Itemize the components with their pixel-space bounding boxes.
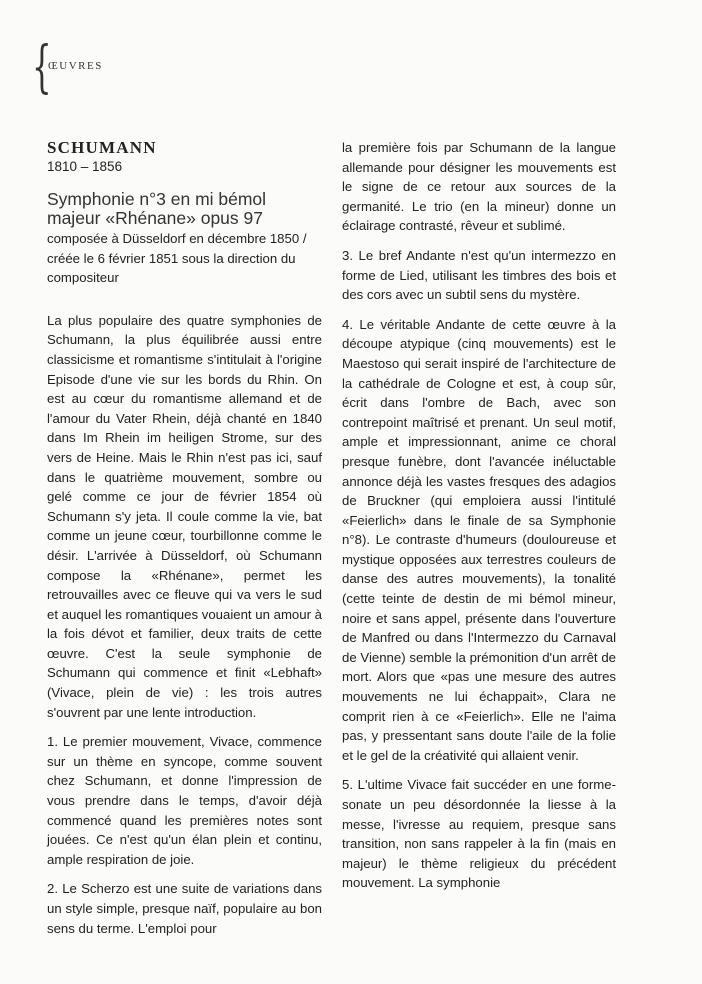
intro-paragraph: La plus populaire des quatre symphonies de Schumann, la plus équilibrée aussi entre classicisme et romantisme s'intitulait à l'origine Episode d'une vie sur les bords du Rhin. On est au cœur du romantisme allemand et de l'amour du Vater Rhein, déjà chanté en 1840 dans Im Rhein im heiligen Strome, sur des vers de Heine. Mais le Rhin n'est pas ici, sauf dans le quatrième mouvement, sombre ou gelé comme ce jour de février 1854 où Schumann s'y jeta. Il coule comme la vie, bat comme un jeune cœur, tourbillonne comme le désir. L'arrivée à Düsseldorf, où Schumann compose la «Rhénane», permet les retrouvailles avec ce fleuve qui va vers le sud et auquel les romantiques vouaient un amour à la fois dévot et familier, deux traits de cette œuvre. C'est la seule symphonie de Schumann qui commence et finit «Lebhaft» (Vivace, plein de vie) : les trois autres s'ouvrent par une lente introduction. — [47, 312, 322, 720]
movement-5-paragraph: 5. L'ultime Vivace fait succéder en une forme-sonate un peu désordonnée la liesse à la messe, l'ivresse au requiem, presque sans transition, non sans rappeler à la fin (mais en majeur) le thème religieux du précédent mouvement. La symphonie — [342, 777, 616, 891]
movement-1-paragraph: 1. Le premier mouvement, Vivace, commence sur un thème en syncope, comme souvent chez Schumann, et donne l'impression de vous prendre dans le temps, d'avoir déjà commencé quand les premières notes sont jouées. Ce n'est qu'un élan plein et continu, ample respiration de joie. — [47, 734, 322, 867]
movement-2-continued: la première fois par Schumann de la langue allemande pour désigner les mouvements est le signe de ce retour aux sources de la germanité. Le trio (en la mineur) donne un éclairage contrasté, rêveur et sublimé. — [342, 140, 616, 234]
composer-name: SCHUMANN — [47, 138, 157, 157]
left-column — [47, 138, 322, 948]
right-column — [342, 138, 616, 903]
work-title-line2: majeur «Rhénane» opus 97 — [47, 208, 263, 228]
composer-years: 1810 – 1856 — [47, 159, 123, 174]
brace-ornament: { — [32, 35, 52, 100]
movement-2-paragraph: 2. Le Scherzo est une suite de variations dans un style simple, presque naïf, populaire au bon sens du terme. L'emploi pour — [47, 881, 322, 936]
composition-info: composée à Düsseldorf en décembre 1850 / créée le 6 février 1851 sous la direction du compositeur — [47, 231, 307, 286]
movement-3-paragraph: 3. Le bref Andante n'est qu'un intermezzo en forme de Lied, utilisant les timbres des bois et des cors avec un subtil sens du mystère. — [342, 247, 616, 303]
section-label: ŒUVRES — [48, 60, 103, 72]
movement-4-paragraph: 4. Le véritable Andante de cette œuvre à la découpe atypique (cinq mouvements) est le Maestoso qui serait inspiré de l'architecture de la cathédrale de Cologne et est, à coup sûr, écrit dans l'ombre de Bach, avec son contrepoint maîtrisé et prenant. Un seul motif, ample et impressionnant, anime ce choral presque funèbre, dont l'avancée inéluctable annonce déjà les vastes fresques des adagios de Bruckner (qui emploiera aussi l'intitulé «Feierlich» dans le finale de sa Symphonie n°8). Le contraste d'humeurs (douloureuse et mystique opposées aux terrestres couleurs de danse des autres mouvements), la tonalité (cette teinte de destin de mi bémol mineur, noire et sans appel, présente dans l'ouverture de Manfred ou dans l'Intermezzo du Carnaval de Vienne) semble la prémonition d'un arrêt de mort. Alors que «pas une mesure des autres mouvements ne lui échappait», Clara ne comprit rien à ce «Feierlich». Elle ne l'aima pas, y pressentant sans doute l'aile de la folie et le gel de la créativité qui allaient venir. — [342, 316, 616, 763]
work-title-line1: Symphonie n°3 en mi bémol — [47, 189, 267, 209]
